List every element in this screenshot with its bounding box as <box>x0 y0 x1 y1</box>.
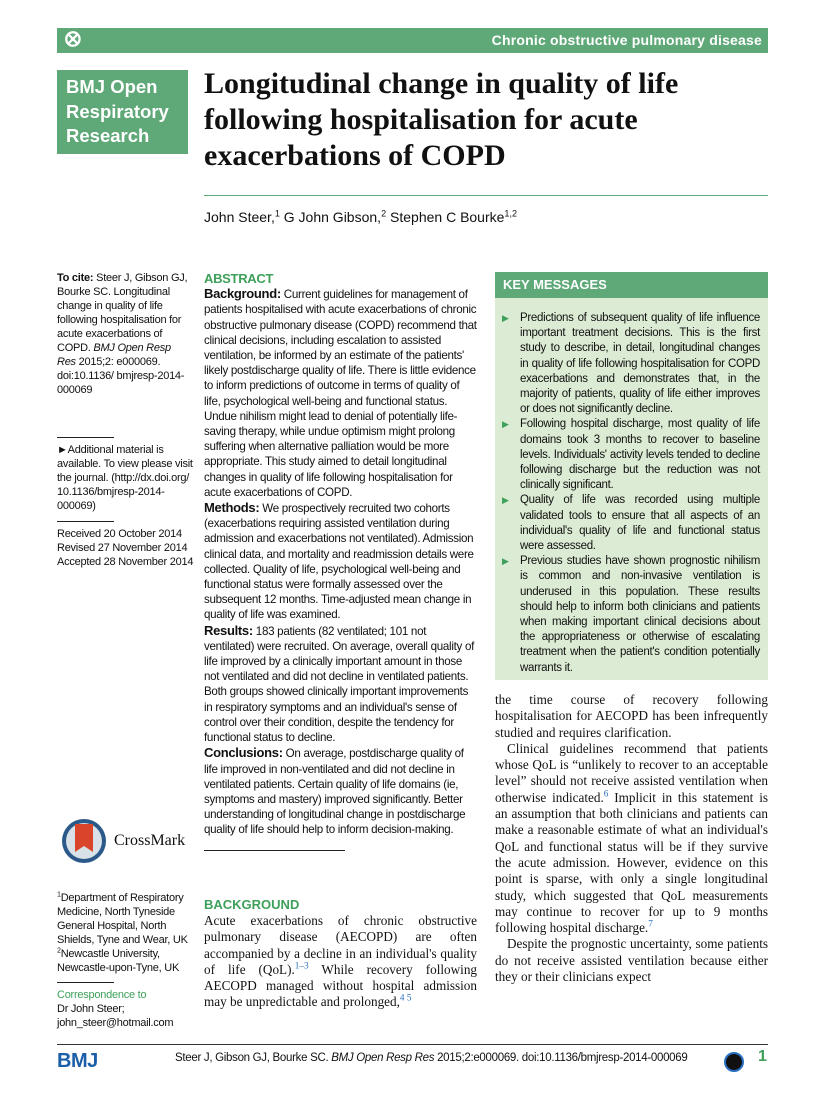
citation-link[interactable]: 6 <box>603 788 609 799</box>
section-text: We prospectively recruited two cohorts (exacerbations requiring assisted ventilation during admission and exacerbations not ventilated). Admission clinical data, and mortality and readmission details were collected. Quality of life, psychological well-being and functional status were formally assessed over the subsequent 12 months. Time-adjusted mean change in quality of life was examined. <box>204 502 474 622</box>
background-paragraph-1-cont: the time course of recovery following hospitalisation for AECOPD has been infrequently studied and requires clarification. <box>495 692 768 740</box>
key-message-text: Quality of life was recorded using multiple validated tools to ensure that all aspects of an individual's quality of life and functional status were assessed. <box>520 494 760 553</box>
section-label: Methods: <box>204 500 260 516</box>
journal-logo-line: Research <box>66 125 150 146</box>
affiliation-mark: 2 <box>381 208 387 219</box>
bullet-arrow-icon: ▶ <box>502 313 509 323</box>
footer-citation <box>175 1052 687 1064</box>
footer-authors: Steer J, Gibson GJ, Bourke SC. <box>175 1052 332 1064</box>
additional-material-link[interactable]: ►Additional material is available. To view please visit the journal. (http://dx.doi.org/ 10.1136/bmjresp-2014- 000069) <box>57 444 193 512</box>
correspondence-email[interactable]: john_steer@hotmail.com <box>57 1017 174 1029</box>
abstract <box>204 271 477 838</box>
crossmark-label: CrossMark <box>114 832 186 849</box>
bmj-logo: BMJ <box>57 1050 98 1072</box>
author: Stephen C Bourke <box>386 209 505 225</box>
correspondence-label: Correspondence to <box>57 989 147 1001</box>
author-list <box>204 209 517 225</box>
background-heading: BACKGROUND <box>204 897 300 912</box>
divider <box>204 850 345 851</box>
abstract-results <box>204 623 477 746</box>
accepted-date: Accepted 28 November 2014 <box>57 556 194 568</box>
key-message-item <box>502 493 760 554</box>
affiliation-text: Newcastle University, Newcastle-upon-Tyne, UK <box>57 948 180 974</box>
divider <box>57 521 114 522</box>
to-cite-label: To cite: <box>57 272 94 284</box>
footer-journal: BMJ Open Resp Res <box>331 1052 435 1064</box>
body-text: Clinical guidelines recommend that patients whose QoL is “unlikely to recover to an acceptable level” should not receive assisted ventilation when otherwise indicated. <box>495 740 768 805</box>
affiliation-text: Department of Respiratory Medicine, North Tyneside General Hospital, North Shields, Tyne and Wear, UK <box>57 892 188 946</box>
key-message-item <box>502 311 760 417</box>
key-messages-list <box>495 298 768 676</box>
correspondence-name: Dr John Steer; <box>57 1003 125 1015</box>
citation-link[interactable]: 1–3 <box>294 960 309 971</box>
key-messages-heading: KEY MESSAGES <box>495 272 768 298</box>
key-message-item <box>502 417 760 493</box>
journal-logo <box>57 70 188 154</box>
footer-divider <box>57 1044 768 1045</box>
section-label: Results: <box>204 622 253 638</box>
open-access-lock-icon: ⭙ <box>65 29 81 51</box>
key-message-text: Predictions of subsequent quality of life influence important treatment decisions. This is the first study to describe, in detail, longitudinal changes in quality of life following hospitalisation for COPD exacerbations and demonstrates that, in the majority of patients, quality of life either improves or does not significantly decline. <box>520 312 760 416</box>
affiliation-mark: 1,2 <box>504 208 518 219</box>
section-label: Conclusions: <box>204 745 283 761</box>
abstract-methods <box>204 500 477 623</box>
key-message-text: Following hospital discharge, most quality of life domains took 3 months to recover to baseline levels. Individuals' activity levels tended to decline following discharge but the reduction was not clinically significant. <box>520 418 760 492</box>
affiliations <box>57 891 197 975</box>
header-bar <box>57 28 768 53</box>
bullet-arrow-icon: ▶ <box>502 419 509 430</box>
key-message-text: Previous studies have shown prognostic nihilism is common and non-invasive ventilation is underused in this population. These results should help to inform both clinicians and patients when making important clinical decisions about the appropriateness or otherwise of escalating treatment when the patient's condition potentially warrants it. <box>520 555 760 674</box>
section-text: Current guidelines for management of patients hospitalised with acute exacerbations of chronic obstructive pulmonary disease (COPD) recommend that clinical decisions, including escalation to assisted ventilation, be informed by an estimate of the patients' likely postdischarge quality of life. There is little evidence to inform predictions of outcome in terms of quality of life, psychological well-being and functional status. Undue nihilism might lead to denial of potentially life-saving therapy, while undue optimism might prolong suffering when alternative palliation would be more appropriate. This study aimed to detail longitudinal changes in quality of life following hospitalisation for acute exacerbations of COPD. <box>204 288 477 499</box>
page-number: 1 <box>758 1048 767 1065</box>
article-title: Longitudinal change in quality of life following hospitalisation for acute exacerbations of COPD <box>204 67 679 172</box>
author: G John Gibson, <box>279 209 382 225</box>
body-text: While recovery following AECOPD managed without hospital admission may be unpredictable and prolonged, <box>204 961 478 1010</box>
affiliation-mark: 1 <box>274 208 280 219</box>
affiliation-1 <box>57 891 197 947</box>
citation-link[interactable]: 4 5 <box>399 993 412 1004</box>
abstract-background <box>204 286 477 500</box>
open-access-badge-icon <box>724 1052 744 1072</box>
to-cite-journal: BMJ Open Resp Res <box>57 342 171 368</box>
background-paragraph-3: Despite the prognostic uncertainty, some patients do not receive assisted ventilation because either they or their clinicians expect <box>495 936 768 985</box>
abstract-conclusions <box>204 745 477 837</box>
background-paragraph-2 <box>495 741 768 937</box>
crossmark-icon <box>60 816 108 866</box>
to-cite <box>57 271 192 397</box>
to-cite-ref: 2015;2: e000069. doi:10.1136/ bmjresp-2014-000069 <box>57 356 185 396</box>
crossmark-button[interactable] <box>60 816 200 866</box>
affiliation-2 <box>57 947 197 975</box>
affiliation-mark: 2 <box>57 946 61 955</box>
bullet-arrow-icon: ▶ <box>502 556 509 567</box>
body-text: Implicit in this statement is an assumption that both clinicians and patients can make a reasonable estimate of what an individual's QoL and functional status will be if they survive the acute admission. However, evidence on this point is sparse, with only a single longitudinal study, which suggested that QoL measurements may continue to recover for up to 9 months following hospital discharge. <box>495 789 768 936</box>
section-label: Background: <box>204 286 281 302</box>
section-text: On average, postdischarge quality of life improved in non-ventilated and did not decline in ventilated patients. Certain quality of life domains (ie, symptoms and mastery) improved significantly. Better understanding of longitudinal change in postdischarge quality of life should help to inform decision-making. <box>204 747 466 837</box>
divider <box>204 195 768 196</box>
divider <box>57 437 114 438</box>
bullet-arrow-icon: ▶ <box>502 495 509 506</box>
key-messages-box <box>495 272 768 680</box>
body-text: Acute exacerbations of chronic obstructive pulmonary disease (AECOPD) are often accompanied by a decline in an individual's quality of life (QoL). <box>204 913 477 977</box>
category-label: Chronic obstructive pulmonary disease <box>491 32 762 48</box>
journal-logo-line: BMJ Open <box>66 76 158 97</box>
section-text: 183 patients (82 ventilated; 101 not ventilated) were recruited. On average, overall quality of life improved by a clinically important amount in those not ventilated and did not decline in ventilated patients. Both groups showed clinically important improvements in respiratory symptoms and an individual's sense of control over their condition, despite the tendency for functional status to decline. <box>204 624 475 745</box>
author: John Steer, <box>204 209 275 225</box>
affiliation-mark: 1 <box>57 890 61 899</box>
abstract-heading: ABSTRACT <box>204 271 274 286</box>
footer-doi: 2015;2:e000069. doi:10.1136/bmjresp-2014-000069 <box>434 1052 688 1064</box>
correspondence <box>57 988 197 1030</box>
journal-logo-line: Respiratory <box>66 100 169 122</box>
to-cite-text: Steer J, Gibson GJ, Bourke SC. Longitudinal change in quality of life following hospitalisation for acute exacerbations of COPD. <box>57 272 188 354</box>
revised-date: Revised 27 November 2014 <box>57 542 188 554</box>
key-message-item <box>502 554 760 676</box>
citation-link[interactable]: 7 <box>648 918 653 929</box>
right-column <box>495 692 768 985</box>
background-paragraph-1 <box>204 913 477 1011</box>
received-date: Received 20 October 2014 <box>57 528 182 540</box>
dates <box>57 527 197 569</box>
divider <box>57 982 114 983</box>
